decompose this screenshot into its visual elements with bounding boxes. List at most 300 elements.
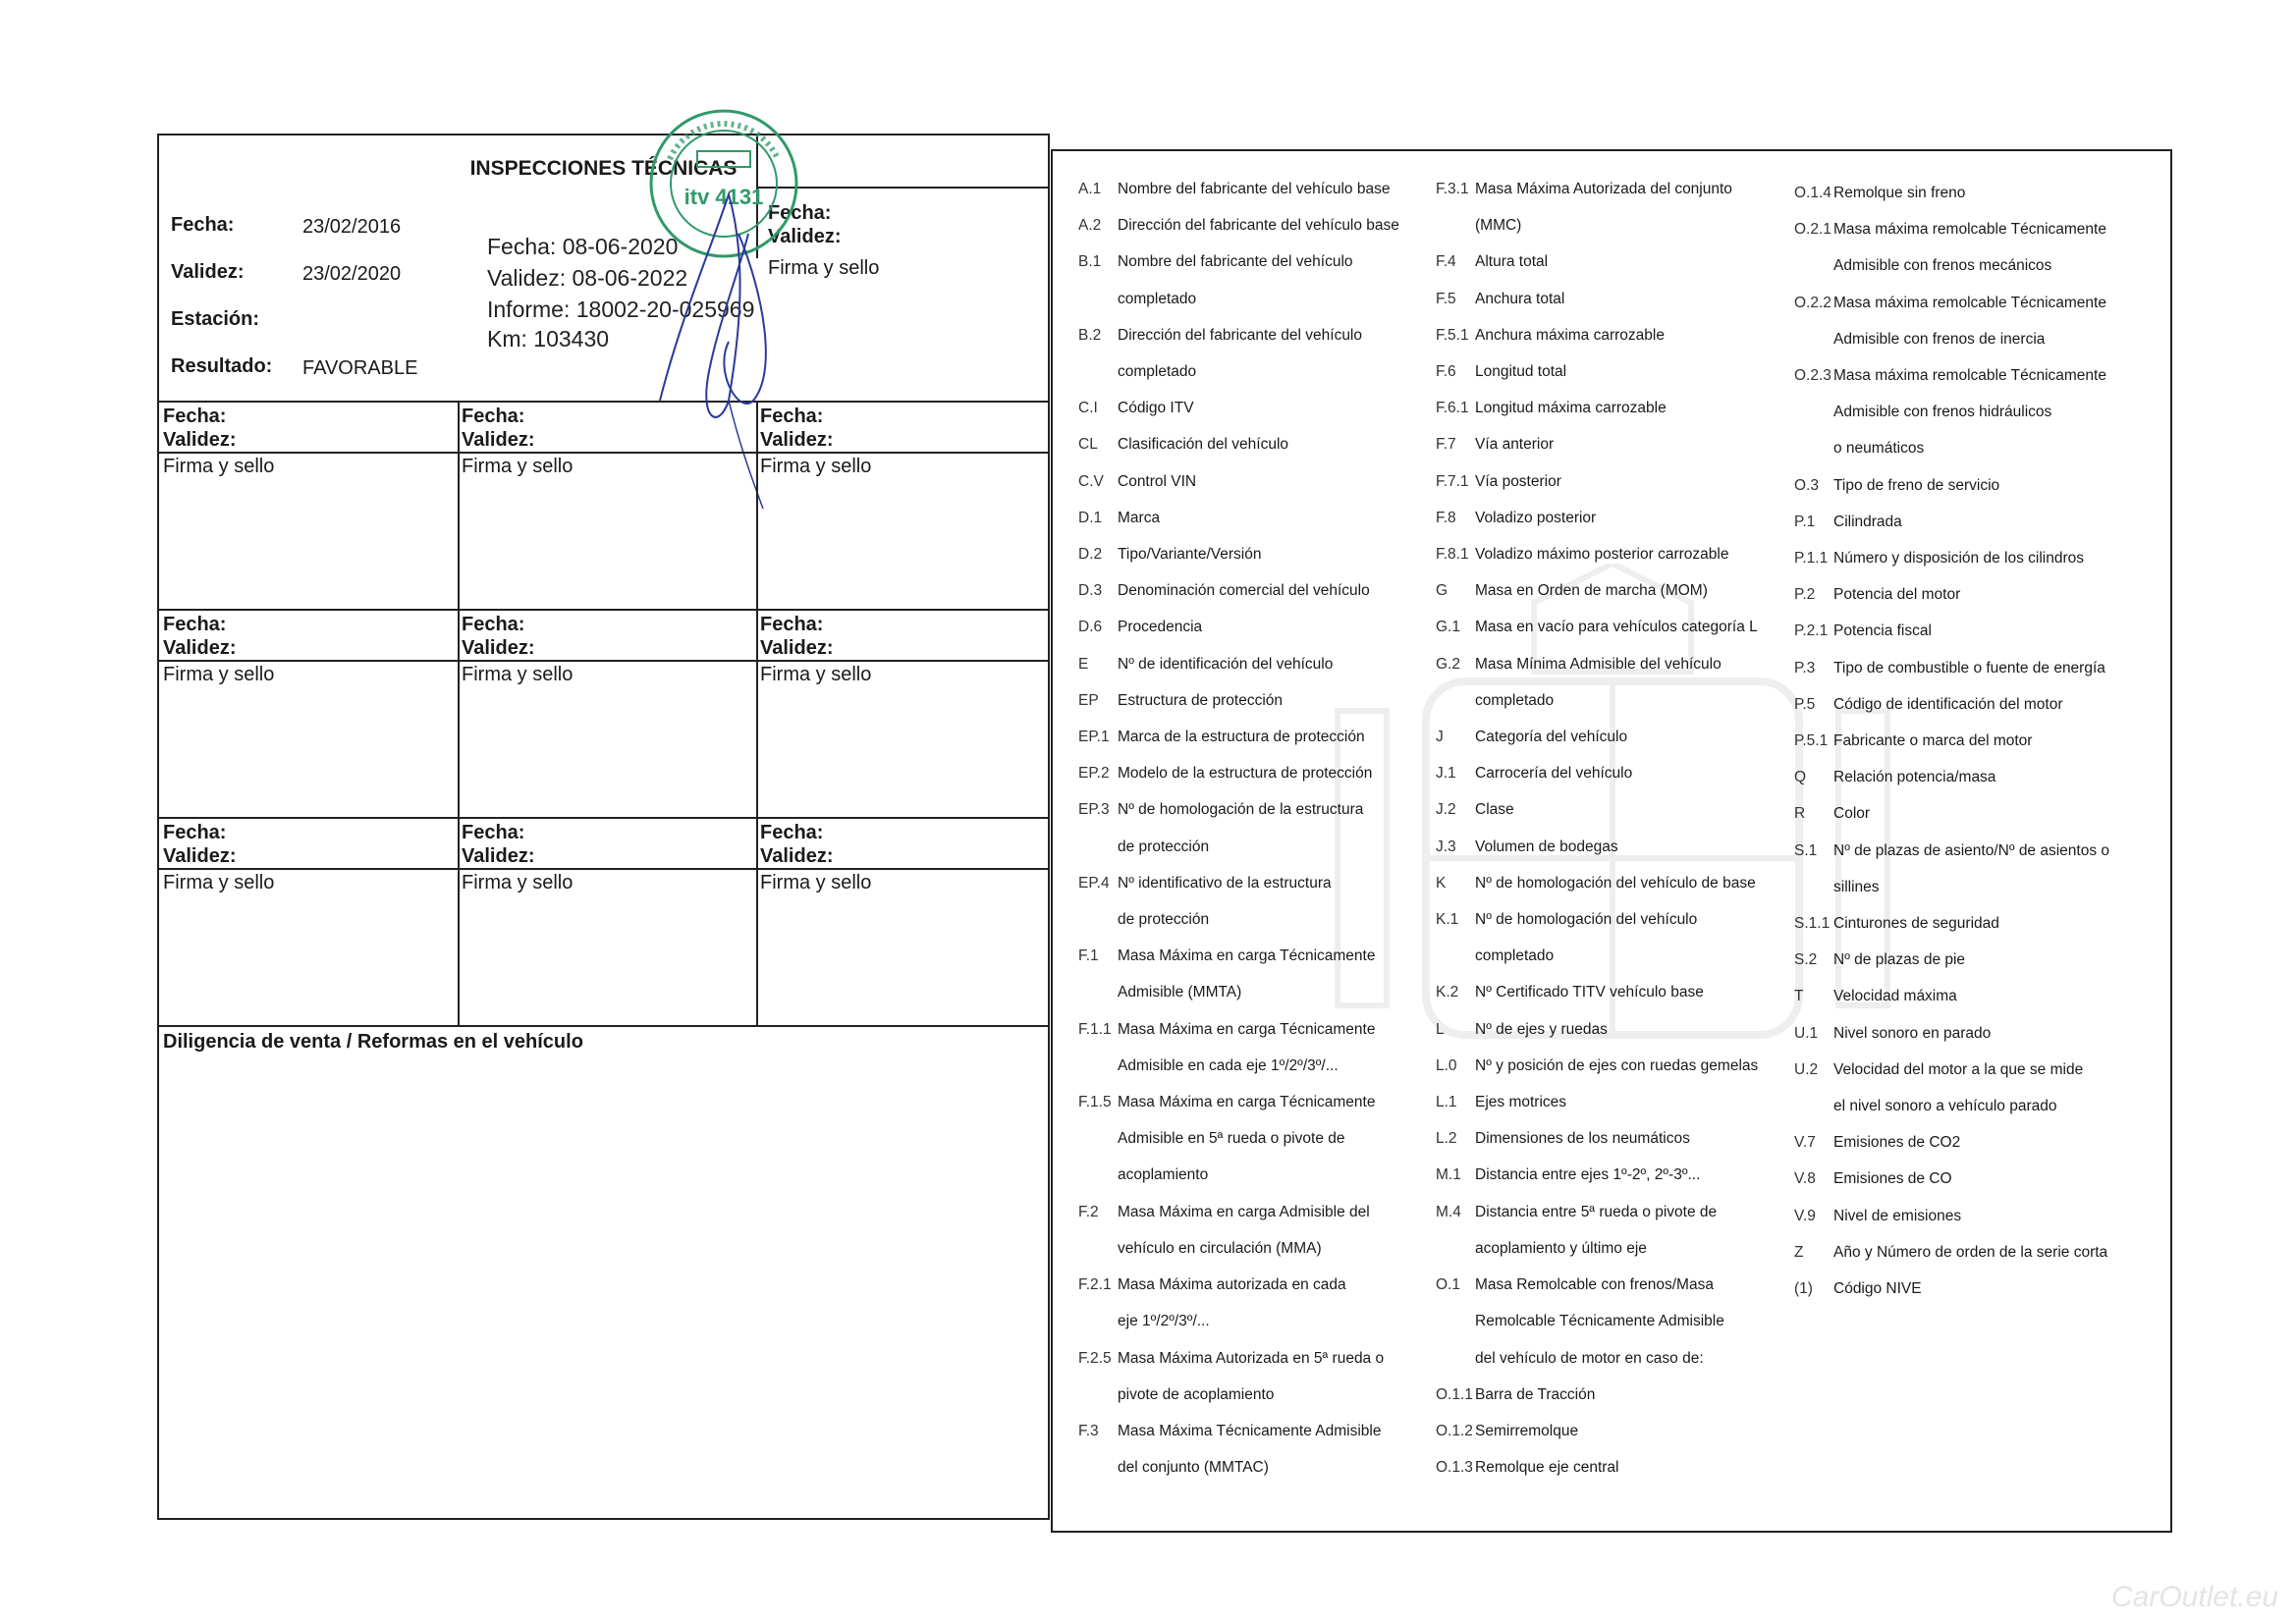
field-description: Año y Número de orden de la serie corta [1833,1243,2108,1261]
field-description: Relación potencia/masa [1833,769,1996,786]
field-description: Emisiones de CO [1833,1170,1952,1188]
field-description: Tipo/Variante/Versión [1118,546,1262,564]
code-entry-line [1078,1267,1399,1303]
box-firma: Firma y sello [768,257,880,279]
code-entry-line [1436,1377,1758,1413]
cell-validez: Validez: [163,637,237,659]
code-entry-line [1436,572,1758,609]
field-code: J.1 [1436,765,1456,783]
field-code: F.1 [1078,947,1099,965]
code-entry-line [1078,171,1399,207]
field-description: Nº de plazas de asiento/Nº de asientos o [1833,841,2110,859]
diligencia-section [159,1025,1048,1516]
inspection-cell [756,609,1048,817]
cell-fecha: Fecha: [462,614,525,635]
field-description: Nivel sonoro en parado [1833,1024,1992,1042]
code-entry-line [1078,463,1399,500]
cell-firma: Firma y sello [462,664,574,685]
field-description: Nº de identificación del vehículo [1118,655,1334,673]
field-code: F.3 [1078,1422,1099,1439]
field-description: Nº de homologación del vehículo [1475,911,1698,929]
field-description: Modelo de la estructura de protección [1118,765,1373,783]
field-description: Altura total [1475,253,1549,271]
cell-firma: Firma y sello [462,872,574,893]
field-description: Nº identificativo de la estructura [1118,874,1332,892]
inspection-cell [159,609,460,817]
field-code: D.1 [1078,509,1103,526]
field-description: Nº de ejes y ruedas [1475,1020,1608,1038]
estacion-label: Estación: [171,308,260,330]
code-entry-line [1078,500,1399,536]
code-entry-line [1794,869,2109,905]
code-entry-line [1794,504,2109,540]
code-entry-line [1078,1157,1399,1193]
code-entry-line [1436,207,1758,243]
field-code: L.1 [1436,1094,1457,1111]
field-code: E [1078,655,1089,673]
field-code: K [1436,874,1447,892]
field-description: Dirección del fabricante del vehículo [1118,326,1362,344]
code-entry-line [1794,795,2109,832]
code-entry-line [1078,755,1399,791]
field-description: Código NIVE [1833,1280,1922,1298]
field-description: Distancia entre 5ª rueda o pivote de [1475,1203,1718,1220]
field-description: Procedencia [1118,619,1203,636]
field-description: Barra de Tracción [1475,1385,1596,1403]
field-description: sillines [1833,878,1880,895]
resultado-value: FAVORABLE [302,357,418,379]
field-code: B.2 [1078,326,1102,344]
code-entry-line [1794,759,2109,795]
field-description: Tipo de combustible o fuente de energía [1833,659,2105,676]
inspection-cell [756,401,1048,609]
field-description: Control VIN [1118,472,1197,490]
code-entry-line [1078,1048,1399,1084]
field-code: F.8.1 [1436,546,1469,564]
cell-validez: Validez: [760,845,834,867]
field-code: M.1 [1436,1166,1461,1184]
code-entry-line [1078,1084,1399,1120]
field-code: P.3 [1794,659,1816,676]
field-description: Potencia fiscal [1833,622,1932,640]
stamp-km: Km: 103430 [487,326,610,352]
code-entry-line [1436,463,1758,500]
code-entry-line [1436,171,1758,207]
field-description: Admisible en cada eje 1º/2º/3º/... [1118,1056,1339,1074]
field-description: acoplamiento y último eje [1475,1239,1647,1257]
field-code: O.1.3 [1436,1459,1473,1477]
field-description: Anchura máxima carrozable [1475,326,1665,344]
code-entry-line [1436,1084,1758,1120]
code-entry-line [1078,353,1399,390]
field-description: Masa Máxima en carga Técnicamente [1118,1094,1376,1111]
code-entry-line [1436,755,1758,791]
field-description: Carrocería del vehículo [1475,765,1633,783]
field-description: completado [1475,947,1555,965]
field-description: Emisiones de CO2 [1833,1134,1961,1152]
code-entry-line [1078,829,1399,865]
code-entry-line [1436,243,1758,280]
code-entry-line [1078,791,1399,828]
field-description: Denominación comercial del vehículo [1118,582,1370,600]
field-code: V.8 [1794,1170,1816,1188]
field-code: C.I [1078,400,1098,417]
cell-firma: Firma y sello [760,664,872,685]
field-description: el nivel sonoro a vehículo parado [1833,1098,2057,1115]
field-code: M.4 [1436,1203,1461,1220]
field-description: Dirección del fabricante del vehículo base [1118,217,1399,235]
field-description: Remolque sin freno [1833,185,1966,201]
code-entry-line [1436,791,1758,828]
field-code: O.1.1 [1436,1385,1473,1403]
field-description: completado [1118,290,1197,307]
field-code: U.1 [1794,1024,1819,1042]
field-code: R [1794,805,1806,823]
cell-fecha: Fecha: [760,614,824,635]
field-description: Longitud total [1475,363,1567,381]
field-code: U.2 [1794,1060,1819,1078]
inspection-cell [159,401,460,609]
field-code: K.1 [1436,911,1459,929]
field-description: Código de identificación del motor [1833,695,2063,713]
code-entry-line [1436,865,1758,901]
field-description: Color [1833,805,1871,823]
code-entry-line [1078,426,1399,462]
cell-fecha: Fecha: [760,822,824,843]
code-entry-line [1078,390,1399,426]
code-entry-line [1794,1088,2109,1124]
code-entry-line [1794,1234,2109,1271]
field-description: Masa Mínima Admisible del vehículo [1475,655,1722,673]
cell-firma: Firma y sello [163,456,275,477]
field-description: Masa Máxima Autorizada del conjunto [1475,181,1732,197]
code-entry-line [1078,1413,1399,1449]
field-code: F.2.1 [1078,1276,1112,1294]
first-inspection-section [159,135,1048,403]
field-code: K.2 [1436,984,1459,1001]
code-entry-line [1436,682,1758,719]
cell-fecha: Fecha: [163,406,227,427]
field-description: Clase [1475,801,1514,819]
inspection-cell [458,609,758,817]
code-entry-line [1078,938,1399,974]
code-entry-line [1078,1120,1399,1157]
code-entry-line [1436,1157,1758,1193]
validez-value: 23/02/2020 [302,263,402,285]
field-code: L.2 [1436,1130,1457,1148]
code-entry-line [1794,175,2109,211]
field-code: O.2.3 [1794,367,1831,385]
field-description: Dimensiones de los neumáticos [1475,1130,1690,1148]
field-code: J [1436,729,1444,746]
fecha-label: Fecha: [171,214,235,236]
stamp-informe: Informe: 18002-20-025969 [487,297,755,322]
field-description: Nº y posición de ejes con ruedas gemelas [1475,1056,1759,1074]
code-entry-line [1436,1340,1758,1377]
field-code: O.1.4 [1794,185,1831,201]
code-entry-line [1794,211,2109,247]
field-description: Cilindrada [1833,513,1902,530]
field-description: Masa Máxima en carga Admisible del [1118,1203,1370,1220]
field-code: D.2 [1078,546,1103,564]
inspections-title: INSPECCIONES TÉCNICAS [469,157,738,180]
cell-validez: Validez: [462,845,535,867]
cell-validez: Validez: [760,429,834,451]
field-code: F.6 [1436,363,1456,381]
field-description: Remolque eje central [1475,1459,1619,1477]
field-code: EP.2 [1078,765,1110,783]
field-code: T [1794,988,1804,1005]
code-entry-line [1794,833,2109,869]
field-code: G [1436,582,1449,600]
field-description: Masa máxima remolcable Técnicamente [1833,294,2106,311]
code-entry-line [1078,682,1399,719]
field-description: o neumáticos [1833,440,1925,458]
code-entry-line [1436,719,1758,755]
field-description: Clasificación del vehículo [1118,436,1289,454]
cell-validez: Validez: [462,429,535,451]
field-code: S.1.1 [1794,915,1831,933]
stamp-validez: Validez: 08-06-2022 [487,265,688,291]
field-code: S.2 [1794,951,1818,969]
inspection-row-3 [159,817,1048,1027]
resultado-label: Resultado: [171,355,273,377]
field-code: F.1.1 [1078,1020,1112,1038]
field-description: completado [1475,691,1555,709]
field-code: B.1 [1078,253,1102,271]
code-entry-line [1078,1011,1399,1048]
stamp-fecha: Fecha: 08-06-2020 [487,234,679,259]
code-entry-line [1436,1449,1758,1486]
field-description: de protección [1118,838,1210,855]
field-code: J.3 [1436,838,1456,855]
field-description: Marca de la estructura de protección [1118,729,1365,746]
code-entry-line [1794,686,2109,723]
code-entry-line [1078,207,1399,243]
site-watermark: CarOutlet.eu [2111,1581,2279,1613]
inspections-panel [157,134,1050,1520]
field-description: Nº de plazas de pie [1833,951,1966,969]
code-entry-line [1436,1413,1758,1449]
code-entry-line [1078,1230,1399,1267]
code-entry-line [1436,281,1758,317]
field-description: del conjunto (MMTAC) [1118,1459,1269,1477]
field-description: Nombre del fabricante del vehículo base [1118,181,1391,197]
field-description: Categoría del vehículo [1475,729,1628,746]
field-code: O.2.2 [1794,294,1831,311]
code-entry-line [1794,321,2109,357]
field-description: Nº de homologación de la estructura [1118,801,1364,819]
code-entry-line [1436,426,1758,462]
field-code: P.5.1 [1794,732,1829,750]
field-code: F.2.5 [1078,1349,1112,1367]
code-entry-line [1436,1267,1758,1303]
field-description: Admisible (MMTA) [1118,984,1242,1001]
field-description: Voladizo máximo posterior carrozable [1475,546,1729,564]
codes-column-2 [1436,171,1758,1486]
code-entry-line [1794,1198,2109,1234]
code-entry-line [1078,609,1399,645]
cell-validez: Validez: [760,637,834,659]
field-code: O.2.1 [1794,221,1831,239]
field-code: P.1.1 [1794,550,1829,568]
inspection-cell [458,401,758,609]
field-description: Masa en vacío para vehículos categoría L [1475,619,1758,636]
field-description: Voladizo posterior [1475,509,1597,526]
cell-firma: Firma y sello [163,872,275,893]
field-code: P.1 [1794,513,1816,530]
field-description: Velocidad máxima [1833,988,1957,1005]
cell-fecha: Fecha: [163,822,227,843]
field-description: Estructura de protección [1118,691,1284,709]
cell-firma: Firma y sello [462,456,574,477]
field-code: A.2 [1078,217,1102,235]
code-entry-line [1436,390,1758,426]
field-code: F.3.1 [1436,181,1469,197]
field-description: Masa Máxima Autorizada en 5ª rueda o [1118,1349,1385,1367]
field-code: F.7 [1436,436,1456,454]
field-code: EP [1078,691,1099,709]
field-description: eje 1º/2º/3º/... [1118,1313,1210,1330]
field-description: Velocidad del motor a la que se mide [1833,1060,2084,1078]
fecha-value: 23/02/2016 [302,216,402,238]
codes-column-3 [1794,175,2109,1307]
field-code: D.6 [1078,619,1103,636]
code-entry-line [1794,1015,2109,1052]
seal-itv-text: itv 4131 [683,185,764,209]
code-entry-line [1078,1340,1399,1377]
field-code: F.8 [1436,509,1456,526]
field-code: L.0 [1436,1056,1457,1074]
field-description: Semirremolque [1475,1422,1579,1439]
field-description: pivote de acoplamiento [1118,1385,1275,1403]
field-description: Masa máxima remolcable Técnicamente [1833,367,2106,385]
field-description: Admisible en 5ª rueda o pivote de [1118,1130,1345,1148]
diligencia-title: Diligencia de venta / Reformas en el vehículo [163,1031,583,1053]
field-code: V.9 [1794,1207,1816,1224]
field-code: G.1 [1436,619,1460,636]
code-entry-line [1436,1194,1758,1230]
field-code: G.2 [1436,655,1460,673]
field-description: Distancia entre ejes 1º-2º, 2º-3º... [1475,1166,1701,1184]
field-description: del vehículo de motor en caso de: [1475,1349,1704,1367]
code-entry-line [1436,1120,1758,1157]
code-entry-line [1078,1377,1399,1413]
field-description: vehículo en circulación (MMA) [1118,1239,1322,1257]
field-description: de protección [1118,911,1210,929]
field-code: F.7.1 [1436,472,1469,490]
field-code: S.1 [1794,841,1818,859]
cell-firma: Firma y sello [163,664,275,685]
code-entry-line [1794,1161,2109,1197]
cell-fecha: Fecha: [462,406,525,427]
code-entry-line [1794,1271,2109,1307]
code-entry-line [1078,974,1399,1010]
code-entry-line [1794,540,2109,576]
field-description: Cinturones de seguridad [1833,915,1999,933]
field-code: P.5 [1794,695,1816,713]
code-entry-line [1436,1048,1758,1084]
code-entry-line [1078,901,1399,938]
code-entry-line [1794,978,2109,1014]
field-codes-panel [1051,149,2172,1533]
code-entry-line [1436,1230,1758,1267]
field-code: F.6.1 [1436,400,1469,417]
field-code: O.3 [1794,476,1819,494]
code-entry-line [1794,357,2109,394]
field-description: Potencia del motor [1833,586,1961,604]
code-entry-line [1436,974,1758,1010]
cell-validez: Validez: [163,429,237,451]
field-code: F.5.1 [1436,326,1469,344]
code-entry-line [1794,467,2109,504]
field-description: Vía posterior [1475,472,1561,490]
code-entry-line [1078,243,1399,280]
field-code: Z [1794,1243,1804,1261]
field-description: Admisible con frenos de inercia [1833,330,2046,348]
code-entry-line [1794,247,2109,284]
cell-validez: Validez: [462,637,535,659]
field-code: F.2 [1078,1203,1099,1220]
code-entry-line [1078,317,1399,353]
field-code: P.2.1 [1794,622,1829,640]
field-description: completado [1118,363,1197,381]
field-description: Masa Remolcable con frenos/Masa [1475,1276,1714,1294]
validez-label: Validez: [171,261,245,283]
inspection-row-2 [159,609,1048,819]
code-entry-line [1436,646,1758,682]
field-code: F.1.5 [1078,1094,1112,1111]
field-description: Ejes motrices [1475,1094,1567,1111]
field-code: Q [1794,769,1807,786]
code-entry-line [1436,500,1758,536]
field-code: J.2 [1436,801,1456,819]
field-description: Marca [1118,509,1161,526]
code-entry-line [1794,285,2109,321]
field-description: Masa en Orden de marcha (MOM) [1475,582,1708,600]
code-entry-line [1436,1011,1758,1048]
code-entry-line [1078,1194,1399,1230]
code-entry-line [1078,865,1399,901]
field-description: Nivel de emisiones [1833,1207,1962,1224]
field-description: (MMC) [1475,217,1522,235]
inspection-row-1 [159,401,1048,611]
field-description: Vía anterior [1475,436,1555,454]
code-entry-line [1436,353,1758,390]
code-entry-line [1436,829,1758,865]
field-description: Admisible con frenos mecánicos [1833,257,2052,275]
code-entry-line [1078,719,1399,755]
field-description: Masa Máxima en carga Técnicamente [1118,947,1376,965]
code-entry-line [1078,572,1399,609]
field-code: EP.4 [1078,874,1110,892]
field-code: O.1.2 [1436,1422,1473,1439]
field-code: EP.1 [1078,729,1110,746]
field-code: F.4 [1436,253,1456,271]
code-entry-line [1794,650,2109,686]
field-code: C.V [1078,472,1104,490]
field-description: Remolcable Técnicamente Admisible [1475,1313,1724,1330]
code-entry-line [1794,723,2109,759]
field-description: Código ITV [1118,400,1194,417]
field-code: V.7 [1794,1134,1816,1152]
field-description: Nº Certificado TITV vehículo base [1475,984,1704,1001]
code-entry-line [1794,1124,2109,1161]
field-code: P.2 [1794,586,1816,604]
cell-validez: Validez: [163,845,237,867]
field-description: Número y disposición de los cilindros [1833,550,2085,568]
box-fecha-label: Fecha: [768,202,832,224]
